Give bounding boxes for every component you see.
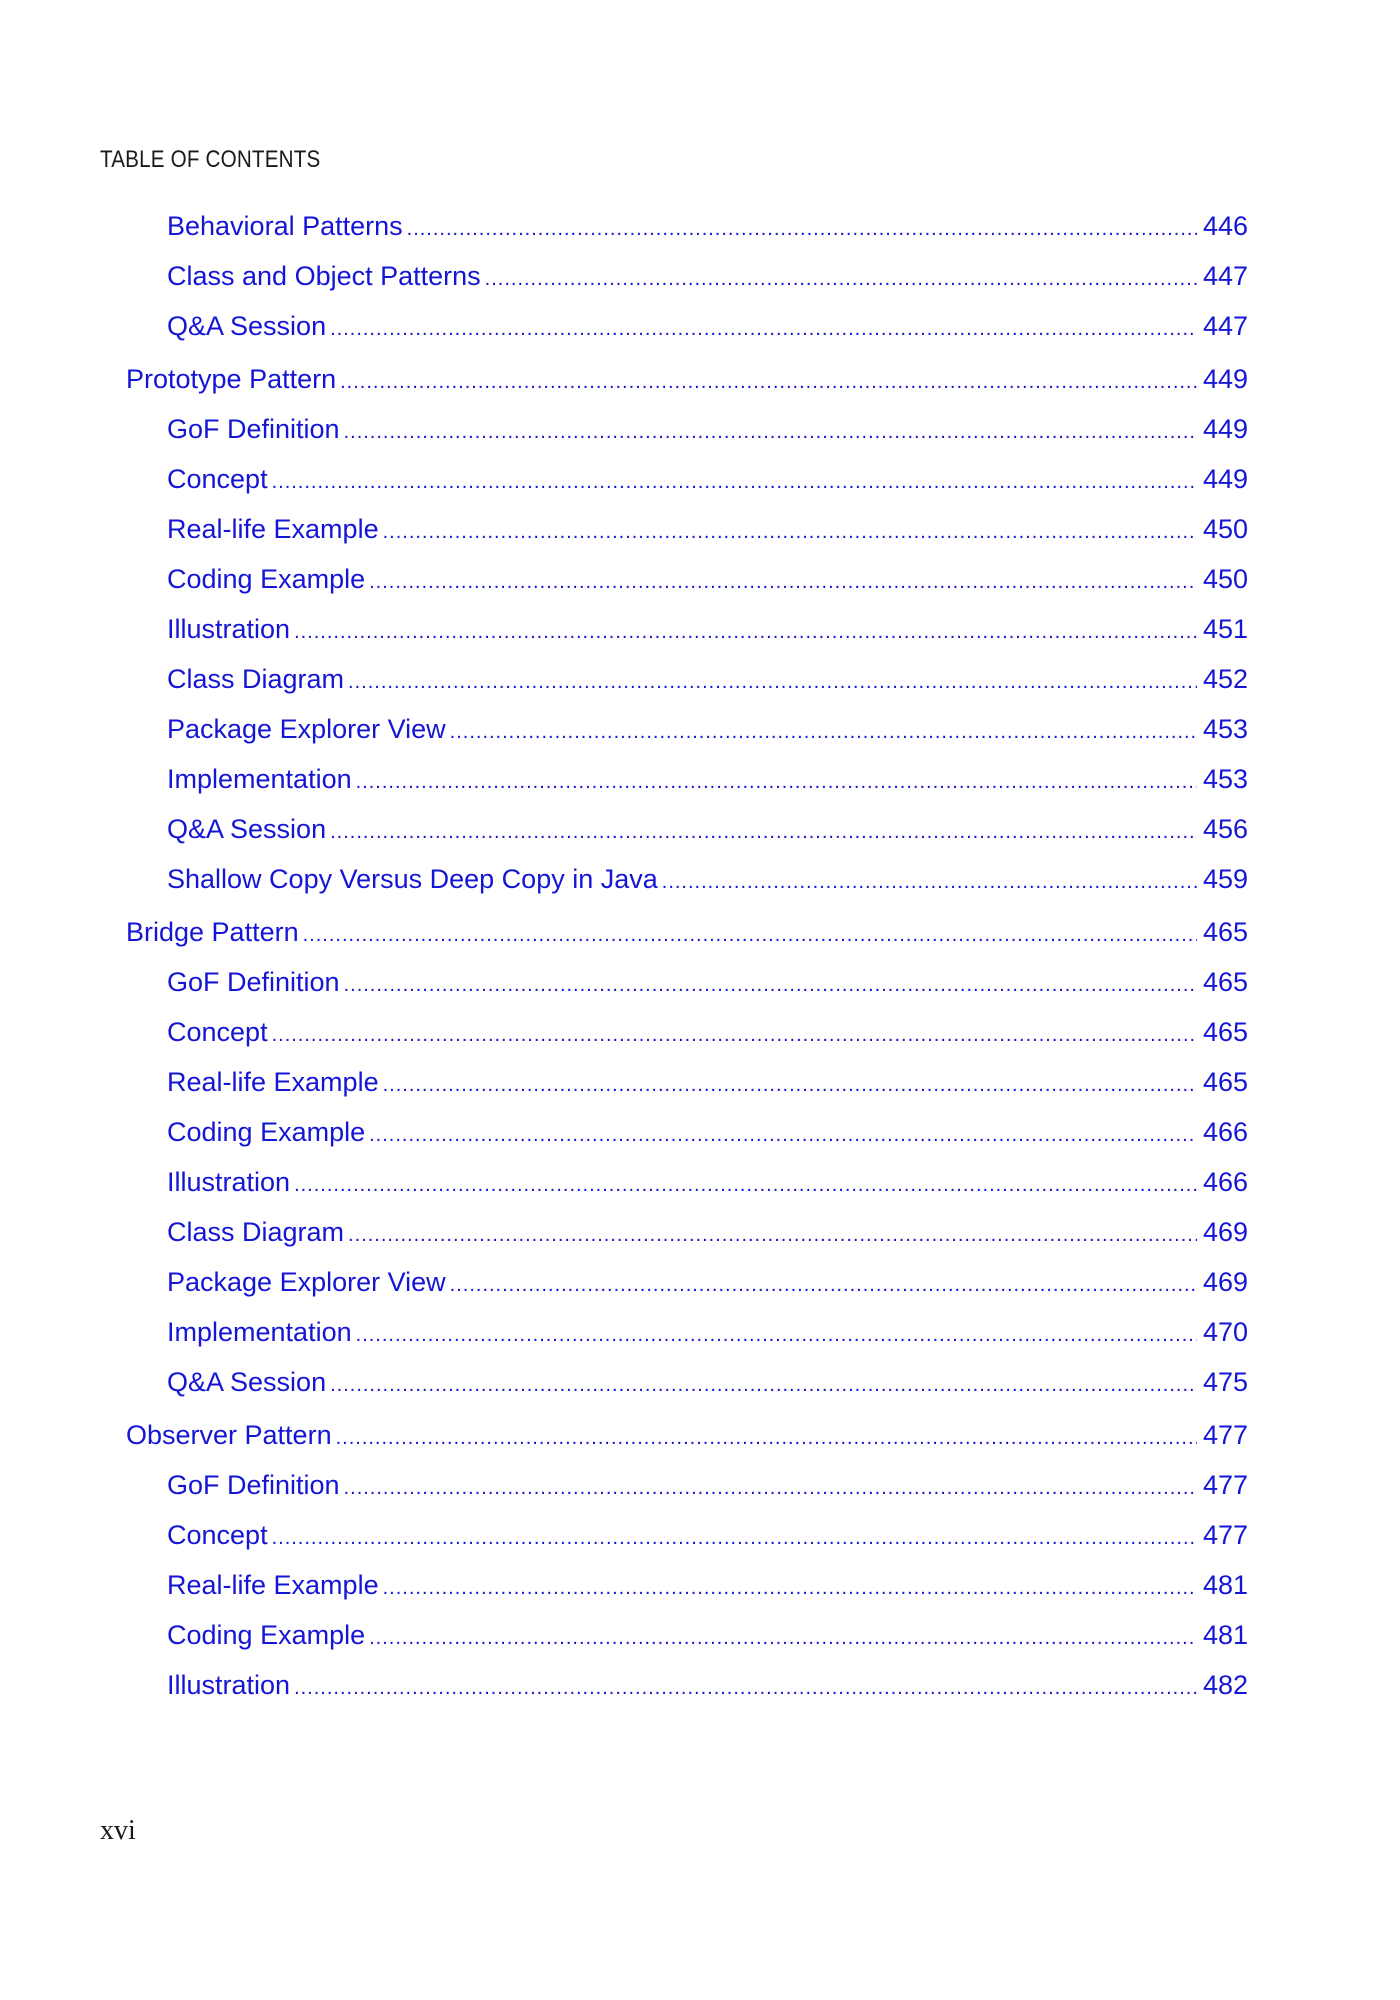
toc-entry-title: GoF Definition [167, 414, 340, 444]
toc-entry-title: Observer Pattern [126, 1420, 332, 1450]
toc-entry-title: Concept [167, 1017, 268, 1047]
toc-entry-page-number: 453 [1202, 714, 1248, 744]
running-header: TABLE OF CONTENTS [100, 146, 321, 173]
toc-entry-title: Shallow Copy Versus Deep Copy in Java [167, 864, 658, 894]
toc-dot-leader [383, 1569, 1197, 1607]
toc-entry-title: Q&A Session [167, 814, 327, 844]
toc-dot-leader [348, 663, 1197, 701]
toc-entry-title: Q&A Session [167, 311, 327, 341]
toc-entry-page-number: 470 [1202, 1317, 1248, 1347]
toc-section-entry[interactable] [167, 1466, 1248, 1504]
toc-entry-title: Bridge Pattern [126, 917, 299, 947]
toc-entry-title: Package Explorer View [167, 1267, 446, 1297]
toc-entry-title: Q&A Session [167, 1367, 327, 1397]
toc-entry-page-number: 475 [1202, 1367, 1248, 1397]
toc-entry-page-number: 456 [1202, 814, 1248, 844]
toc-section-entry[interactable] [167, 1113, 1248, 1151]
toc-entry-page-number: 452 [1202, 664, 1248, 694]
toc-chapter-entry[interactable] [126, 1416, 1248, 1454]
toc-section-entry[interactable] [167, 307, 1248, 345]
toc-entry-title: Class Diagram [167, 1217, 345, 1247]
toc-dot-leader [383, 1066, 1197, 1104]
toc-chapter-entry[interactable] [126, 360, 1248, 398]
toc-dot-leader [450, 713, 1197, 751]
toc-dot-leader [356, 763, 1197, 801]
toc-entry-title: Real-life Example [167, 1067, 379, 1097]
toc-section-entry[interactable] [167, 207, 1248, 245]
toc-entry-title: Implementation [167, 1317, 352, 1347]
toc-entry-page-number: 459 [1202, 864, 1248, 894]
toc-dot-leader [272, 1519, 1197, 1557]
toc-dot-leader [344, 413, 1197, 451]
toc-entry-page-number: 447 [1202, 311, 1248, 341]
toc-entry-page-number: 481 [1202, 1620, 1248, 1650]
toc-entry-page-number: 447 [1202, 261, 1248, 291]
toc-dot-leader [330, 1366, 1197, 1404]
toc-entry-title: GoF Definition [167, 967, 340, 997]
toc-section-entry[interactable] [167, 963, 1248, 1001]
toc-entry-title: Coding Example [167, 1117, 366, 1147]
toc-dot-leader [294, 613, 1197, 651]
toc-entry-page-number: 477 [1202, 1520, 1248, 1550]
toc-entry-title: Package Explorer View [167, 714, 446, 744]
toc-entry-title: Real-life Example [167, 514, 379, 544]
toc-entry-title: Illustration [167, 1167, 291, 1197]
toc-section-entry[interactable] [167, 1313, 1248, 1351]
toc-dot-leader [407, 210, 1197, 248]
toc-dot-leader [336, 1419, 1197, 1457]
page-number: xvi [100, 1815, 136, 1846]
toc-entry-page-number: 449 [1202, 464, 1248, 494]
toc-dot-leader [369, 563, 1197, 601]
toc-dot-leader [662, 863, 1197, 901]
toc-entry-page-number: 469 [1202, 1217, 1248, 1247]
toc-dot-leader [272, 1016, 1197, 1054]
toc-dot-leader [330, 310, 1197, 348]
toc-section-entry[interactable] [167, 1616, 1248, 1654]
toc-entry-page-number: 465 [1202, 917, 1248, 947]
toc-entry-title: GoF Definition [167, 1470, 340, 1500]
toc-entry-title: Illustration [167, 1670, 291, 1700]
toc-dot-leader [348, 1216, 1197, 1254]
toc-entry-title: Behavioral Patterns [167, 211, 403, 241]
toc-section-entry[interactable] [167, 710, 1248, 748]
toc-entry-title: Concept [167, 1520, 268, 1550]
toc-entry-page-number: 477 [1202, 1470, 1248, 1500]
toc-section-entry[interactable] [167, 257, 1248, 295]
toc-entry-page-number: 449 [1202, 414, 1248, 444]
toc-chapter-entry[interactable] [126, 913, 1248, 951]
toc-section-entry[interactable] [167, 1363, 1248, 1401]
toc-dot-leader [369, 1619, 1197, 1657]
toc-entry-title: Class Diagram [167, 664, 345, 694]
toc-dot-leader [294, 1166, 1197, 1204]
toc-entry-page-number: 465 [1202, 967, 1248, 997]
toc-section-entry[interactable] [167, 610, 1248, 648]
toc-section-entry[interactable] [167, 1666, 1248, 1704]
toc-section-entry[interactable] [167, 1566, 1248, 1604]
toc-dot-leader [344, 966, 1197, 1004]
toc-entry-page-number: 449 [1202, 364, 1248, 394]
toc-section-entry[interactable] [167, 810, 1248, 848]
toc-section-entry[interactable] [167, 1063, 1248, 1101]
toc-entry-title: Implementation [167, 764, 352, 794]
toc-dot-leader [485, 260, 1197, 298]
toc-entry-title: Real-life Example [167, 1570, 379, 1600]
toc-section-entry[interactable] [167, 1516, 1248, 1554]
toc-dot-leader [330, 813, 1197, 851]
toc-entry-title: Coding Example [167, 1620, 366, 1650]
toc-dot-leader [340, 363, 1197, 401]
toc-entry-page-number: 469 [1202, 1267, 1248, 1297]
toc-entry-title: Class and Object Patterns [167, 261, 481, 291]
toc-entry-page-number: 451 [1202, 614, 1248, 644]
toc-section-entry[interactable] [167, 1163, 1248, 1201]
toc-section-entry[interactable] [167, 760, 1248, 798]
toc-entry-title: Concept [167, 464, 268, 494]
toc-dot-leader [272, 463, 1197, 501]
toc-section-entry[interactable] [167, 410, 1248, 448]
toc-entry-title: Prototype Pattern [126, 364, 337, 394]
toc-dot-leader [356, 1316, 1197, 1354]
toc-dot-leader [294, 1669, 1197, 1707]
toc-dot-leader [303, 916, 1197, 954]
toc-entry-page-number: 453 [1202, 764, 1248, 794]
toc-section-entry[interactable] [167, 560, 1248, 598]
toc-dot-leader [450, 1266, 1197, 1304]
toc-section-entry[interactable] [167, 660, 1248, 698]
toc-entry-page-number: 450 [1202, 514, 1248, 544]
toc-section-entry[interactable] [167, 860, 1248, 898]
toc-entry-page-number: 481 [1202, 1570, 1248, 1600]
toc-entry-page-number: 446 [1202, 211, 1248, 241]
toc-entry-page-number: 450 [1202, 564, 1248, 594]
toc-entry-page-number: 477 [1202, 1420, 1248, 1450]
toc-section-entry[interactable] [167, 460, 1248, 498]
toc-entry-page-number: 465 [1202, 1017, 1248, 1047]
toc-section-entry[interactable] [167, 510, 1248, 548]
toc-entry-title: Coding Example [167, 564, 366, 594]
toc-section-entry[interactable] [167, 1213, 1248, 1251]
toc-section-entry[interactable] [167, 1013, 1248, 1051]
toc-entry-page-number: 465 [1202, 1067, 1248, 1097]
toc-dot-leader [383, 513, 1197, 551]
toc-entry-page-number: 466 [1202, 1167, 1248, 1197]
toc-entry-title: Illustration [167, 614, 291, 644]
toc-dot-leader [369, 1116, 1197, 1154]
toc-dot-leader [344, 1469, 1197, 1507]
toc-entry-page-number: 466 [1202, 1117, 1248, 1147]
toc-entry-page-number: 482 [1202, 1670, 1248, 1700]
toc-section-entry[interactable] [167, 1263, 1248, 1301]
